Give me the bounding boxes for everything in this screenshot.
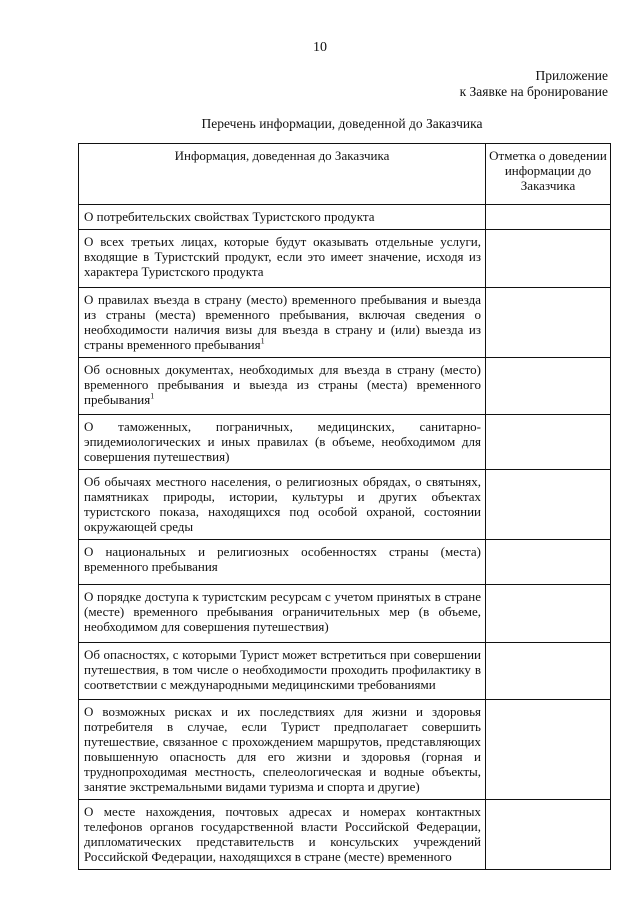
row-text: [79, 470, 486, 540]
row-mark-cell[interactable]: [486, 585, 611, 643]
table-row: [79, 540, 611, 585]
table-row: [79, 643, 611, 700]
row-text: [79, 415, 486, 470]
table-row: [79, 205, 611, 230]
row-mark-cell[interactable]: [486, 700, 611, 800]
table-header-row: [79, 144, 611, 205]
table-row: [79, 230, 611, 288]
document-title: Перечень информации, доведенной до Заказчика: [201, 116, 483, 131]
row-mark-cell[interactable]: [486, 288, 611, 358]
appendix-line-2: к Заявке на бронирование: [459, 84, 608, 99]
header-information: Информация, доведенная до Заказчика: [79, 144, 486, 205]
page-number: 10: [313, 40, 327, 55]
table-row: [79, 800, 611, 870]
header-mark: Отметка о доведении информации до Заказчика: [486, 144, 611, 205]
table-row: [79, 415, 611, 470]
row-mark-cell[interactable]: [486, 358, 611, 415]
row-text-content: О потребительских свойствах Туристского продукта: [84, 209, 375, 224]
information-table: [78, 143, 611, 870]
row-text: [79, 358, 486, 415]
footnote-marker: 1: [150, 391, 155, 401]
row-text: [79, 205, 486, 230]
row-mark-cell[interactable]: [486, 230, 611, 288]
row-text: [79, 230, 486, 288]
row-text-content: Об обычаях местного населения, о религиозных обрядах, о святынях, памятниках природы, истории, культуры и других объектах туристского показа, находящихся под особой охраной, состоянии окружающей среды: [84, 474, 481, 534]
table-row: [79, 358, 611, 415]
row-text: [79, 540, 486, 585]
footnote-marker: 1: [260, 336, 265, 346]
row-mark-cell[interactable]: [486, 540, 611, 585]
row-text-content: О правилах въезда в страну (место) временного пребывания и выезда из страны (места) временного пребывания, включая сведения о необходимости наличия визы для въезда в страну и (или) выезда из страны временного пребывания: [84, 292, 481, 352]
row-mark-cell[interactable]: [486, 205, 611, 230]
row-mark-cell[interactable]: [486, 415, 611, 470]
row-text-content: О возможных рисках и их последствиях для жизни и здоровья потребителя в случае, если Турист предполагает совершить путешествие, связанное с прохождением маршрутов, представляющих повышенную опасность для его жизни и здоровья (горная и труднопроходимая местность, спелеологическая и водные объекты, занятие экстремальными видами туризма и спорта и другие): [84, 704, 481, 794]
row-text-content: Об основных документах, необходимых для въезда в страну (место) временного пребывания и выезда из страны (места) временного пребывания: [84, 362, 481, 407]
appendix-line-1: Приложение: [535, 68, 608, 83]
row-text-content: О таможенных, пограничных, медицинских, санитарно-эпидемиологических и иных правилах (в объеме, необходимом для совершения путешествия): [84, 419, 481, 464]
row-text-content: Об опасностях, с которыми Турист может встретиться при совершении путешествия, в том числе о необходимости проходить профилактику в соответствии с международными медицинскими требованиями: [84, 647, 481, 692]
row-text-content: О порядке доступа к туристским ресурсам с учетом принятых в стране (месте) временного пребывания ограничительных мер (в объеме, необходимом для совершения путешествия): [84, 589, 481, 634]
row-text: [79, 288, 486, 358]
appendix-header: [460, 68, 608, 100]
table-row: [79, 470, 611, 540]
row-text: [79, 800, 486, 870]
row-text: [79, 700, 486, 800]
row-text-content: О всех третьих лицах, которые будут оказывать отдельные услуги, входящие в Туристский продукт, если это имеет значение, исходя из характера Туристского продукта: [84, 234, 481, 279]
row-text-content: О месте нахождения, почтовых адресах и номерах контактных телефонов органов государственной власти Российской Федерации, дипломатических представительств и консульских учреждений Российской Федерации, находящихся в стране (месте) временного: [84, 804, 481, 864]
row-mark-cell[interactable]: [486, 800, 611, 870]
table-row: [79, 288, 611, 358]
row-mark-cell[interactable]: [486, 643, 611, 700]
row-text-content: О национальных и религиозных особенностях страны (места) временного пребывания: [84, 544, 481, 574]
row-text: [79, 643, 486, 700]
row-mark-cell[interactable]: [486, 470, 611, 540]
table-row: [79, 585, 611, 643]
row-text: [79, 585, 486, 643]
table-row: [79, 700, 611, 800]
